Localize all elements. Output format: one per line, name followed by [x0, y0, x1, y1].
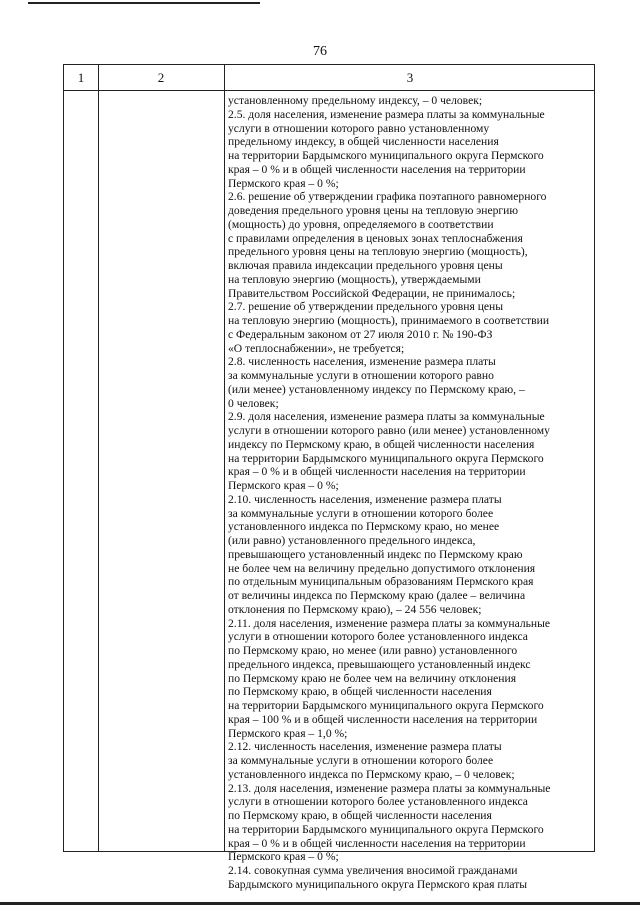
table-cell-col-3-text [228, 94, 592, 892]
text-line: доведения предельного уровня цены на тепловую энергию [228, 204, 519, 217]
text-line: услуги в отношении которого более установленного индекса [228, 630, 528, 644]
text-line: услуги в отношении которого более установленного индекса [228, 795, 528, 809]
text-line: 2.11. доля населения, изменение размера платы за коммунальные [228, 616, 551, 630]
text-line: 2.13. доля населения, изменение размера платы за коммунальные [228, 781, 551, 795]
text-line: за коммунальные услуги в отношении которого равно [228, 369, 494, 382]
text-line: 2.12. численность населения, изменение размера платы [228, 740, 502, 754]
text-line: на территории Бардымского муниципального округа Пермского [228, 149, 544, 162]
text-line: на тепловую энергию (мощность), принимаемого в соответствии [228, 314, 550, 327]
text-line: не более чем на величину предельно допустимого отклонения [228, 561, 536, 575]
text-line: по Пермскому краю, но менее (или равно) установленного [228, 644, 518, 657]
text-line: на территории Бардымского муниципального округа Пермского [228, 822, 544, 836]
text-line: услуги в отношении которого равно установленному [228, 121, 490, 135]
text-line: предельному индексу, в общей численности населения [228, 135, 499, 149]
text-line: (или равно) установленного предельного индекса, [228, 534, 476, 547]
text-line: предельного уровня цены на тепловую энергию (мощность), [228, 245, 528, 259]
text-line: Правительством Российской Федерации, не принималось; [228, 286, 516, 300]
text-line: установленного индекса по Пермскому краю, но менее [228, 520, 500, 534]
text-line: по Пермскому краю, в общей численности населения [228, 685, 492, 699]
text-line: отклонения по Пермскому краю), – 24 556 человек; [228, 602, 482, 616]
text-line: 2.10. численность населения, изменение размера платы [228, 492, 502, 506]
text-line: 2.7. решение об утверждении предельного уровня цены [228, 300, 504, 314]
table-header-col-1: 1 [77, 70, 85, 85]
text-line: по отдельным муниципальным образованиям Пермского края [228, 575, 534, 589]
text-line: Пермского края – 0 %; [228, 850, 339, 864]
text-line: на тепловую энергию (мощность), утверждаемыми [228, 272, 481, 286]
text-line: 2.8. численность населения, изменение размера платы [228, 355, 496, 369]
table-header-col-2: 2 [157, 70, 165, 85]
text-line: 2.14. совокупная сумма увеличения вносимой гражданами [228, 864, 518, 877]
text-line: Пермского края – 0 %; [228, 479, 339, 492]
text-line: от величины индекса по Пермскому краю (далее – величина [228, 589, 526, 602]
text-line: края – 100 % и в общей численности населения на территории [228, 712, 538, 726]
page-number: 76 [313, 44, 327, 59]
text-line: предельного индекса, превышающего установленный индекс [228, 657, 531, 671]
text-line: края – 0 % и в общей численности населения на территории [228, 836, 526, 850]
text-line: края – 0 % и в общей численности населения на территории [228, 162, 526, 176]
text-line: (мощность) до уровня, определяемого в соответствии [228, 217, 494, 231]
text-line: 2.9. доля населения, изменение размера платы за коммунальные [228, 410, 545, 424]
text-line: на территории Бардымского муниципального округа Пермского [228, 451, 544, 465]
text-line: с правилами определения в ценовых зонах теплоснабжения [228, 231, 523, 245]
text-line: по Пермскому краю, в общей численности населения [228, 809, 492, 822]
column-divider-2 [224, 65, 225, 851]
scan-artifact-line [28, 2, 260, 4]
text-line: Пермского края – 1,0 %; [228, 726, 348, 740]
text-line: услуги в отношении которого равно (или менее) установленному [228, 424, 550, 437]
text-line: 2.6. решение об утверждении графика поэтапного равномерного [228, 190, 547, 204]
text-line: установленному предельному индексу, – 0 человек; [228, 94, 483, 107]
text-line: «О теплоснабжении», не требуется; [228, 341, 405, 355]
text-line: на территории Бардымского муниципального округа Пермского [228, 699, 544, 712]
text-line: Пермского края – 0 %; [228, 176, 339, 190]
column-divider-1 [98, 65, 99, 851]
text-line: Бардымского муниципального округа Пермского края платы [228, 877, 528, 891]
text-line: края – 0 % и в общей численности населения на территории [228, 465, 526, 479]
document-table [63, 64, 595, 891]
text-line: превышающего установленный индекс по Пермскому краю [228, 547, 523, 561]
text-line: (или менее) установленному индексу по Пермскому краю, – [228, 382, 525, 396]
text-line: за коммунальные услуги в отношении которого более [228, 754, 494, 767]
table-header-col-3: 3 [406, 70, 414, 85]
scan-artifact-top [0, 0, 640, 8]
text-line: за коммунальные услуги в отношении которого более [228, 506, 494, 520]
text-line: с Федеральным законом от 27 июля 2010 г. № 190-ФЗ [228, 327, 493, 341]
table-header-row [64, 65, 594, 91]
text-line: включая правила индексации предельного уровня цены [228, 259, 503, 272]
text-line: 2.5. доля населения, изменение размера платы за коммунальные [228, 107, 545, 121]
text-line: установленного индекса по Пермскому краю, – 0 человек; [228, 767, 515, 781]
text-line: 0 человек; [228, 396, 279, 410]
text-line: индексу по Пермскому краю, в общей численности населения [228, 437, 535, 451]
text-line: по Пермскому краю не более чем на величину отклонения [228, 671, 517, 685]
